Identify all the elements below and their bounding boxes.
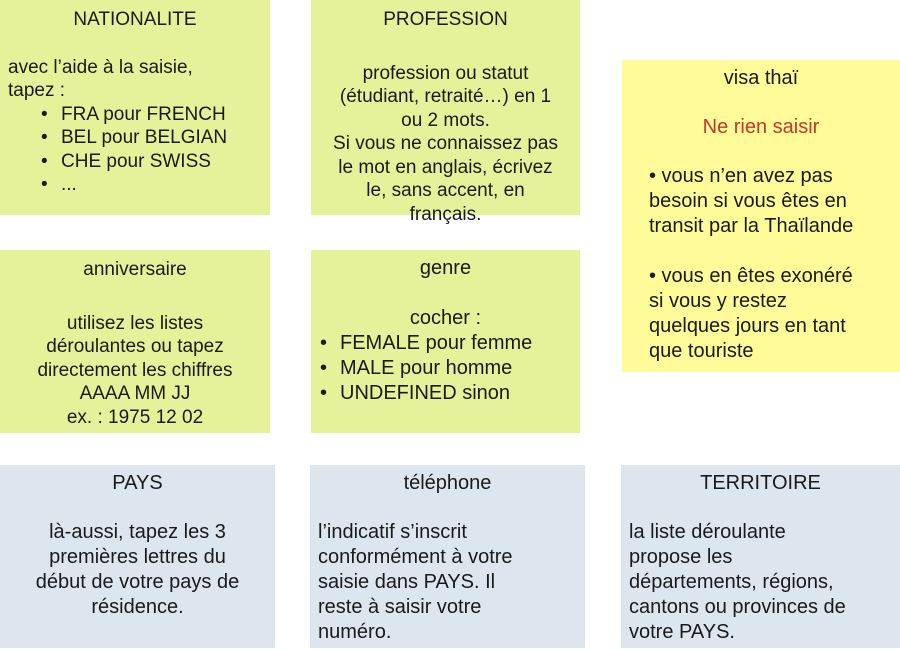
note-pays	[0, 465, 275, 648]
note-text: le mot en anglais, écrivez	[338, 156, 553, 178]
note-text: (étudiant, retraité…) en 1	[339, 86, 552, 107]
list-item: • ...	[61, 173, 270, 197]
note-text: • vous n’en avez pas	[649, 165, 833, 187]
note-text: saisie dans PAYS. Il	[318, 571, 496, 593]
note-text: directement les chiffres	[37, 359, 233, 381]
note-text: cocher :	[409, 307, 482, 329]
note-text: votre PAYS.	[629, 621, 735, 643]
note-text: le, sans accent, en	[366, 180, 525, 201]
note-text: l’indicatif s’inscrit	[318, 521, 467, 543]
note-text: besoin si vous êtes en	[649, 190, 847, 212]
note-title: visa thaï	[723, 67, 799, 89]
list-item: • FEMALE pour femme	[340, 331, 580, 356]
note-text: cantons ou provinces de	[629, 596, 846, 618]
note-text: conformément à votre	[318, 546, 513, 568]
note-text: ex. : 1975 12 02	[66, 406, 204, 428]
list-item: • UNDEFINED sinon	[340, 381, 580, 406]
gender-list	[311, 331, 580, 406]
list-item: • MALE pour homme	[340, 356, 580, 381]
nationality-list	[0, 103, 270, 197]
note-text: début de votre pays de	[35, 571, 240, 593]
note-telephone	[310, 465, 585, 648]
note-text: que touriste	[649, 340, 754, 362]
note-text: premières lettres du	[49, 546, 226, 568]
note-text: là-aussi, tapez les 3	[49, 521, 226, 543]
note-text: ou 2 mots.	[401, 109, 490, 131]
note-text: propose les	[629, 546, 733, 568]
note-title: téléphone	[403, 472, 492, 494]
note-text: AAAA MM JJ	[79, 383, 191, 404]
note-text: utilisez les listes	[66, 312, 204, 334]
note-title: genre	[419, 257, 472, 279]
note-text: français.	[409, 203, 482, 225]
note-text: départements, régions,	[629, 571, 834, 593]
warning-text: Ne rien saisir	[702, 116, 820, 138]
note-title: PROFESSION	[383, 9, 508, 30]
note-text: quelques jours en tant	[649, 315, 846, 337]
note-text: Si vous ne connaissez pas	[333, 133, 558, 154]
note-anniversaire	[0, 250, 270, 433]
note-text: numéro.	[318, 621, 392, 643]
note-genre	[311, 250, 580, 433]
note-text: transit par la Thaïlande	[649, 215, 854, 237]
note-nationalite	[0, 0, 270, 215]
note-title: TERRITOIRE	[700, 472, 821, 494]
list-item: • CHE pour SWISS	[61, 150, 270, 174]
note-title: anniversaire	[83, 259, 187, 280]
note-territoire	[621, 465, 900, 648]
note-visa	[622, 60, 900, 372]
note-text: avec l’aide à la saisie,	[8, 56, 193, 78]
list-item: • BEL pour BELGIAN	[61, 126, 270, 150]
note-title: NATIONALITE	[73, 9, 197, 30]
note-text: profession ou statut	[362, 62, 529, 84]
note-text: la liste déroulante	[629, 521, 786, 543]
note-title: PAYS	[112, 472, 163, 494]
note-text: tapez :	[8, 80, 66, 101]
note-text: reste à saisir votre	[318, 596, 482, 618]
note-text: résidence.	[91, 596, 184, 618]
note-profession	[311, 0, 580, 225]
list-item: • FRA pour FRENCH	[61, 103, 270, 127]
note-text: • vous en êtes exonéré	[649, 265, 853, 287]
note-text: si vous y restez	[649, 290, 787, 312]
note-text: déroulantes ou tapez	[46, 336, 224, 357]
